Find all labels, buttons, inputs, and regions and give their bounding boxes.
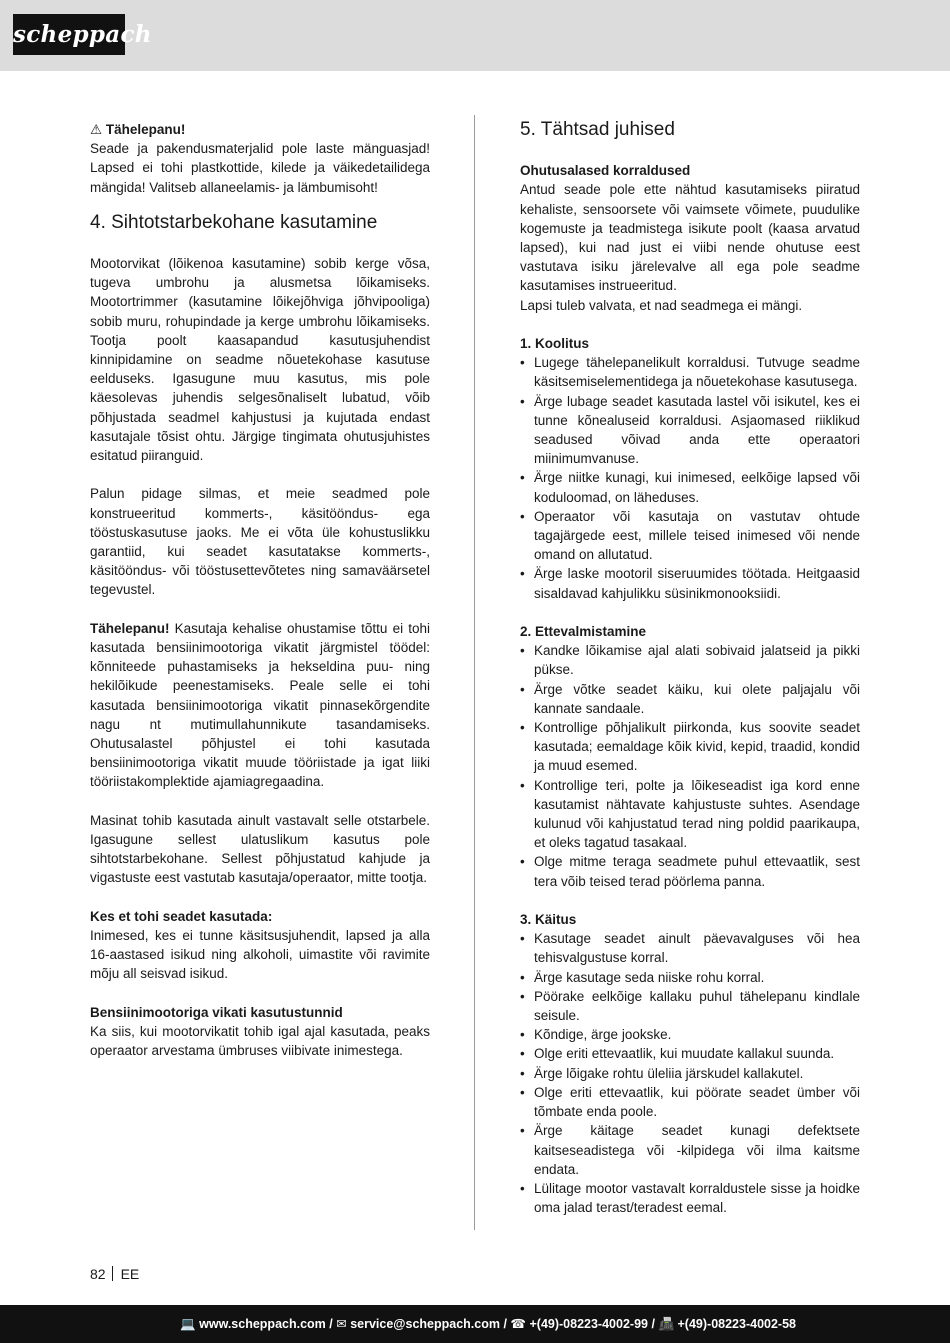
training-list — [520, 353, 860, 603]
safety-text-children: Lapsi tuleb valvata, et nad seadmega ei mängi. — [520, 297, 803, 313]
list-item: • Kasutage seadet ainult päevavalguses või hea tehisvalgustuse korral. — [520, 929, 860, 967]
column-divider — [474, 115, 475, 1230]
operation-list — [520, 929, 860, 1217]
list-item: • Ärge kasutage seda niiske rohu korral. — [520, 968, 860, 987]
list-item: • Lülitage mootor vastavalt korraldustele sisse ja hoidke oma jalad terast/teradest eemal. — [520, 1179, 860, 1217]
footer-phone: +(49)-08223-4002-99 — [529, 1317, 648, 1331]
preparation-list — [520, 641, 860, 891]
list-item: • Lugege tähelepanelikult korraldusi. Tutvuge seadme käsitsemiselementidega ja nõuetekohase kasutusega. — [520, 353, 860, 391]
section-5-heading: 5. Tähtsad juhised — [520, 119, 675, 140]
operating-hours-title: Bensiinimootoriga vikati kasutustunnid — [90, 1004, 343, 1020]
page-number — [90, 1264, 139, 1284]
footer-email[interactable]: service@scheppach.com — [350, 1317, 500, 1331]
list-item: • Olge eriti ettevaatlik, kui muudate kallakul suunda. — [520, 1044, 860, 1063]
section-4-heading: 4. Sihtotstarbekohane kasutamine — [90, 211, 378, 233]
attention-paragraph — [90, 619, 430, 792]
purpose-paragraph: Masinat tohib kasutada ainult vastavalt selle otstarbele. Igasugune sellest ulatuslikum kasutus pole sihtotstarbekohane. Sellest põhjustatud kahjude ja vigastuste eest vastutab kasutaja/operaator, mitte tootja. — [90, 812, 430, 886]
list-item: • Operaator või kasutaja on vastutav ohtude tagajärgede eest, millele teised inimesed või nende omand on allutatud. — [520, 507, 860, 565]
footer-fax: +(49)-08223-4002-58 — [677, 1317, 796, 1331]
warning-text: Seade ja pakendusmaterjalid pole laste mänguasjad! Lapsed ei tohi plastkottide, kilede ja väikedetailidega mängida! Valitseb allaneelamis- ja lämbumisoht! — [90, 141, 430, 195]
page-number-separator — [112, 1266, 113, 1281]
footer-separator: / — [651, 1317, 655, 1331]
commercial-use-paragraph: Palun pidage silmas, et meie seadmed pole konstrueeritud kommerts-, käsitööndus- ega tööstuskasutuse jaoks. Me ei võta üle kohustuslikku garantiid, kui seadet kasutatakse kommerts-, käsitööndus- või tööstusettevõtetes ning samaväärsetel tegevustel. — [90, 486, 430, 598]
who-may-not-use-text: Inimesed, kes ei tunne käsitsusjuhendit, lapsed ja alla 16-aastased isikud ning alkoholi, uimastite või ravimite mõju all seisvad isikud. — [90, 928, 430, 982]
scheppach-logo: scheppach — [13, 14, 125, 55]
list-item: • Olge mitme teraga seadmete puhul ettevaatlik, sest tera võib teised terad pöörlema panna. — [520, 852, 860, 890]
page-language: EE — [120, 1266, 140, 1282]
list-item: • Ärge niitke kunagi, kui inimesed, eelkõige lapsed või koduloomad, on läheduses. — [520, 468, 860, 506]
operating-hours-text: Ka siis, kui mootorvikatit tohib igal ajal kasutada, peaks operaator arvestama ümbruses viibivate inimestega. — [90, 1024, 430, 1059]
mail-icon: ✉ — [336, 1317, 347, 1331]
footer-website[interactable]: www.scheppach.com — [199, 1317, 326, 1331]
list-item: • Ärge käitage seadet kunagi defektsete kaitseseadistega või -kilpidega või ilma kaitsme endata. — [520, 1121, 860, 1179]
list-item: • Ärge laske mootoril siseruumides töötada. Heitgaasid sisaldavad kahjulikku süsinikmonooksiidi. — [520, 564, 860, 602]
list-item: • Kandke lõikamise ajal alati sobivaid jalatseid ja pikki pükse. — [520, 641, 860, 679]
group-title-training: 1. Koolitus — [520, 336, 590, 351]
phone-icon: ☎ — [510, 1317, 526, 1331]
left-column — [90, 120, 430, 1060]
list-item: • Ärge lõigake rohtu üleliia järskudel kallakutel. — [520, 1064, 860, 1083]
right-column — [520, 118, 860, 1217]
warning-title: Tähelepanu! — [105, 122, 186, 137]
safety-title: Ohutusalased korraldused — [520, 163, 691, 179]
list-item: • Kontrollige põhjalikult piirkonda, kus soovite seadet kasutada; eemaldage kõik kivid, kepid, traadid, kondid ja muud esemed. — [520, 718, 860, 776]
who-may-not-use-title: Kes et tohi seadet kasutada: — [90, 908, 273, 924]
footer-separator: / — [329, 1317, 333, 1331]
attention-lead: Tähelepanu! — [90, 620, 170, 636]
list-item: • Kontrollige teri, polte ja lõikeseadist iga kord enne kasutamist nähtavate kahjustuste suhtes. Asendage kulunud või kahjustatud terad ning poldid paarikaupa, et oleks tagatud tasakaal. — [520, 776, 860, 853]
group-title-preparation: 2. Ettevalmistamine — [520, 624, 647, 640]
page-footer — [0, 1305, 950, 1343]
footer-contacts — [180, 1305, 796, 1343]
monitor-icon: 💻 — [180, 1317, 196, 1331]
warning-triangle-icon: ⚠ — [90, 122, 103, 137]
footer-separator: / — [503, 1317, 507, 1331]
warning-block — [90, 120, 430, 197]
page-number-value: 82 — [90, 1266, 106, 1282]
list-item: • Ärge lubage seadet kasutada lastel või isikutel, kes ei tunne kõnealuseid korraldusi. Asjaomased riiklikud seadused võivad anda ette operaatori miinimumvanuse. — [520, 392, 860, 469]
list-item: • Ärge võtke seadet käiku, kui olete paljajalu või kannate sandaale. — [520, 680, 860, 718]
list-item: • Olge eriti ettevaatlik, kui pöörate seadet ümber või tõmbate enda poole. — [520, 1083, 860, 1121]
intended-use-paragraph: Mootorvikat (lõikenoa kasutamine) sobib kerge võsa, tugeva umbrohu ja alusmetsa lõikamiseks. Mootortrimmer (kasutamine lõikejõhviga jõhvipooliga) sobib muru, rohupindade ja kerge umbrohu lõikamiseks. Tootja poolt kaasapandud kasutusjuhendist kinnipidamine on seadme nõuetekohase kasutuse eelduseks. Igasugune muu kasutus, mis pole käesolevas juhendis selgesõnaliselt lubatud, võib põhjustada seadmel kahjustusi ja kujutada endast kasutajale tõsist ohtu. Järgige tingimata ohutusjuhistes esitatud piiranguid. — [90, 256, 430, 464]
group-title-operation: 3. Käitus — [520, 912, 577, 928]
list-item: • Pöörake eelkõige kallaku puhul tähelepanu kindlale seisule. — [520, 987, 860, 1025]
page-header — [0, 0, 950, 71]
fax-icon: 📠 — [658, 1317, 675, 1331]
list-item: • Kõndige, ärge jookske. — [520, 1025, 860, 1044]
safety-text: Antud seade pole ette nähtud kasutamiseks piiratud kehaliste, sensoorsete või vaimsete võimete, puudulike kogemuste ja teadmistega isikute poolt (kaasa arvatud lapsed), kui nad just ei viibi nende ohutuse eest vastutava isiku järelevalve all ega pole seadme kasutamises instrueeritud. — [520, 182, 860, 294]
attention-text: Kasutaja kehalise ohustamise tõttu ei tohi kasutada bensiinimootoriga vikatit järgmistel töödel: kõnniteede puhastamiseks ja hekseldina puu- ning hekilõikude peenestamiseks. Peale selle ei tohi kasutada bensiinimootoriga vikatit pinnasekõrgendite nagu nt mutimullahunnikute tasandamiseks. Ohutusalastel põhjustel ei tohi kasutada bensiinimootoriga vikatit muude tööriistade ja igat liiki tööriistakomplektide ajamiagregaadina. — [90, 620, 430, 790]
